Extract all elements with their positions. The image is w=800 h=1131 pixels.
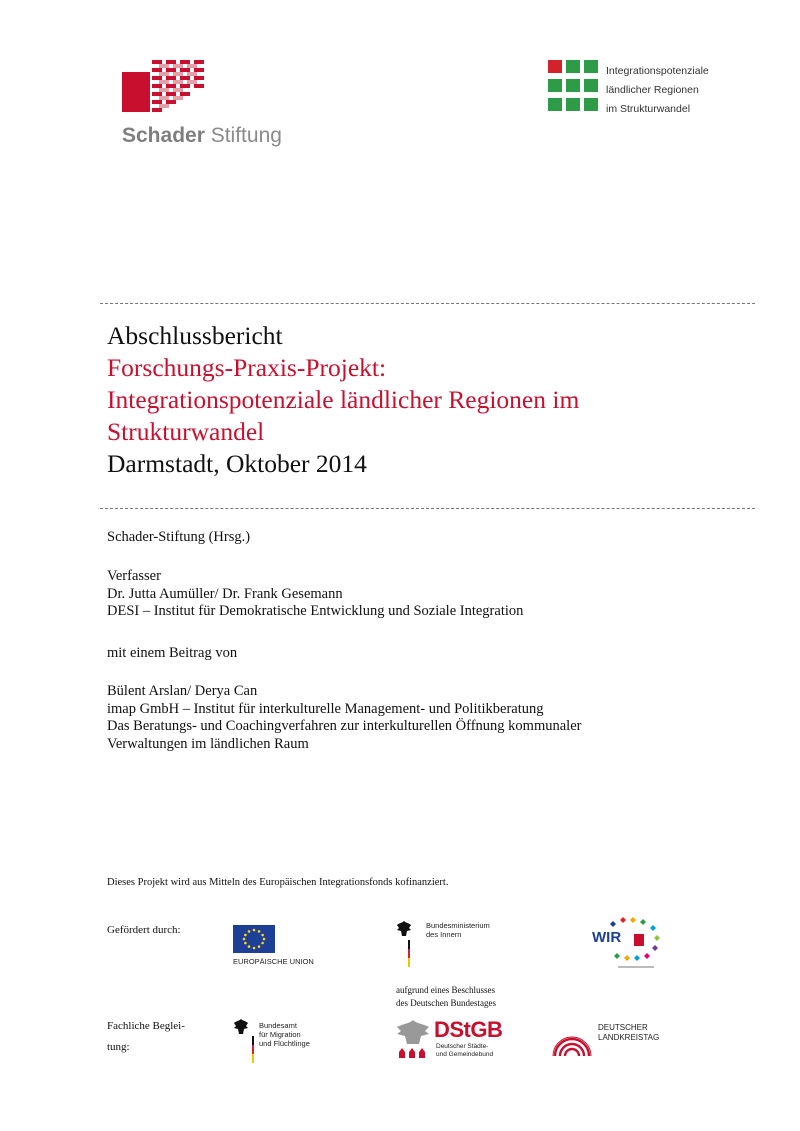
wir-label: WIR — [592, 929, 622, 946]
schader-logo-icon — [122, 60, 206, 112]
project-logo-line: Integrationspotenziale — [606, 65, 709, 77]
support-label — [107, 1016, 185, 1058]
title-project-line: Strukturwandel — [107, 417, 265, 446]
bmi-line: Bundesministerium — [426, 921, 490, 930]
divider-bottom — [100, 508, 755, 509]
dstgb-line: Deutscher Städte- — [436, 1043, 489, 1050]
landkreistag-label — [598, 1023, 659, 1043]
title-line: Abschlussbericht — [107, 321, 283, 350]
schader-wordmark — [122, 124, 282, 148]
landkreistag-logo-icon — [552, 1020, 592, 1058]
project-logo-line: ländlicher Regionen — [606, 84, 699, 96]
bamf-line: Bundesamt — [259, 1021, 297, 1030]
support-label-line: Fachliche Beglei- — [107, 1020, 185, 1032]
support-label-line: tung: — [107, 1041, 130, 1053]
dstgb-subtext — [436, 1043, 493, 1059]
bundestag-note — [396, 984, 496, 1010]
schader-name-bold: Schader — [122, 124, 205, 147]
schader-name-rest: Stiftung — [210, 124, 282, 147]
contrib-title: Das Beratungs- und Coachingverfahren zur interkulturellen Öffnung kommunaler — [107, 718, 582, 734]
title-place-date: Darmstadt, Oktober 2014 — [107, 449, 367, 478]
bamf-label — [259, 1021, 310, 1048]
funded-by-label: Gefördert durch: — [107, 924, 181, 936]
divider-top — [100, 303, 755, 304]
landkreistag-line: LANDKREISTAG — [598, 1033, 660, 1042]
contribution-block — [107, 683, 581, 753]
authors-block — [107, 568, 523, 621]
contribution-label: mit einem Beitrag von — [107, 645, 238, 661]
bmi-line: des Innern — [426, 930, 462, 939]
title-project-line: Forschungs-Praxis-Projekt: — [107, 353, 387, 382]
bmi-label — [426, 921, 490, 939]
landkreistag-line: DEUTSCHER — [598, 1023, 648, 1032]
bundestag-line: aufgrund eines Beschlusses — [396, 985, 495, 995]
eu-flag-icon — [233, 925, 275, 953]
project-logo-line: im Strukturwandel — [606, 103, 691, 115]
contrib-institute: imap GmbH – Institut für interkulturelle Management- und Politikberatung — [107, 700, 544, 717]
federal-eagle-icon — [396, 920, 412, 968]
bamf-line: für Migration — [259, 1030, 301, 1039]
authors-names: Dr. Jutta Aumüller/ Dr. Frank Gesemann — [107, 585, 343, 602]
contrib-title: Verwaltungen im ländlichen Raum — [107, 735, 309, 752]
authors-label: Verfasser — [107, 568, 161, 584]
bamf-eagle-icon — [232, 1018, 256, 1066]
eu-label: EUROPÄISCHE UNION — [233, 957, 314, 966]
title-project-line: Integrationspotenziale ländlicher Regionen im — [107, 385, 580, 414]
contrib-authors: Bülent Arslan/ Derya Can — [107, 683, 258, 699]
bamf-line: und Flüchtlinge — [259, 1039, 310, 1048]
funding-note: Dieses Projekt wird aus Mitteln des Europäischen Integrationsfonds kofinanziert. — [107, 877, 449, 888]
dstgb-label: DStGB — [434, 1017, 503, 1042]
dstgb-line: und Gemeindebund — [436, 1051, 494, 1058]
dstgb-eagle-icon — [395, 1018, 431, 1058]
bundestag-line: des Deutschen Bundestages — [396, 998, 496, 1008]
authors-institute: DESI – Institut für Demokratische Entwicklung und Soziale Integration — [107, 603, 524, 619]
publisher-line: Schader-Stiftung (Hrsg.) — [107, 529, 251, 545]
report-title — [107, 320, 757, 480]
project-logo-text — [606, 62, 709, 119]
